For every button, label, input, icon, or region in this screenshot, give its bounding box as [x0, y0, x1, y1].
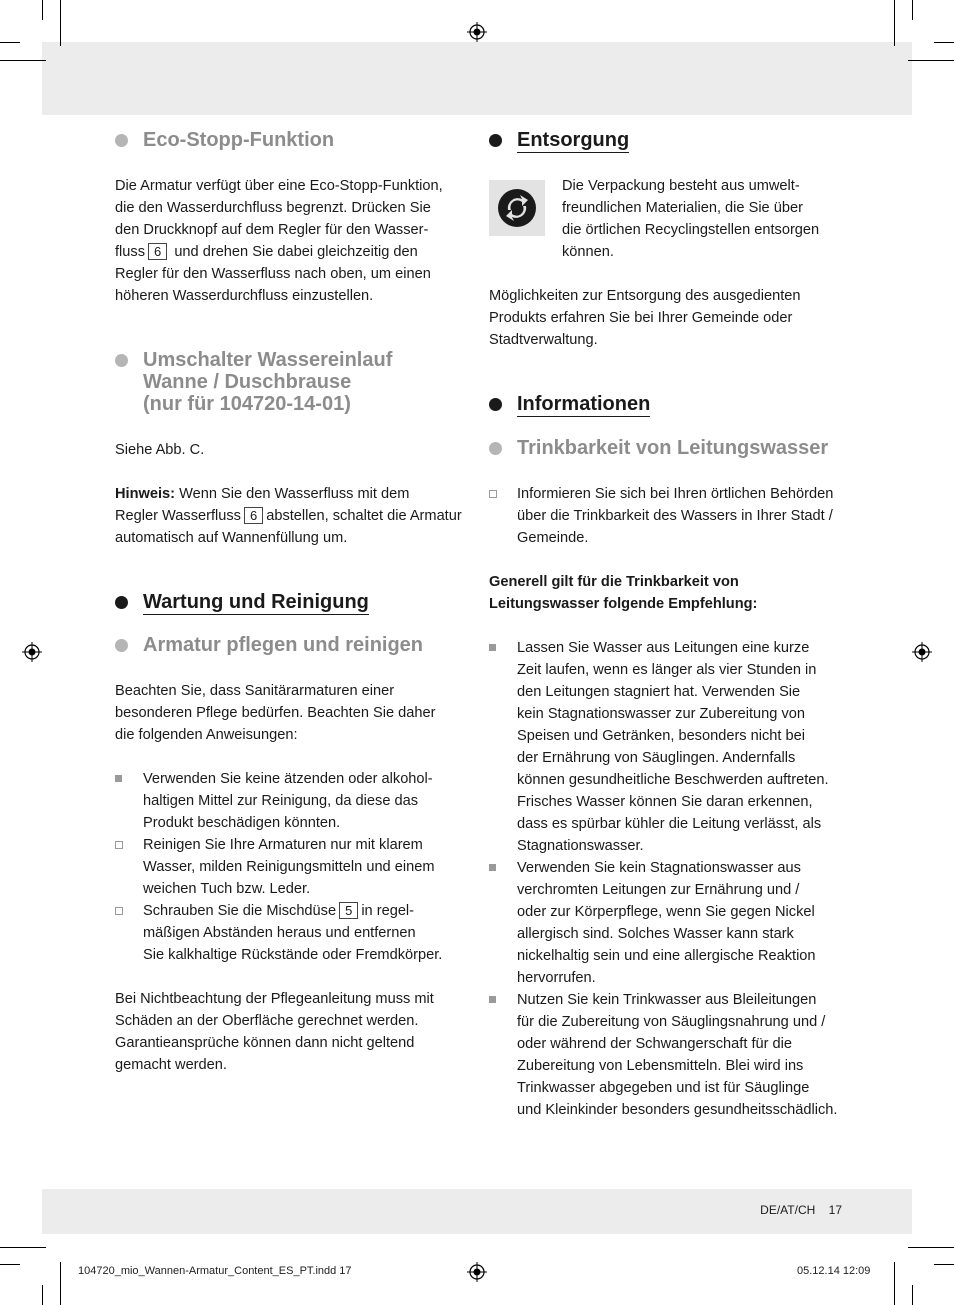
crop-mark [912, 0, 913, 20]
bullet-square-icon [489, 996, 496, 1003]
crop-mark [42, 1285, 43, 1305]
recycling-icon [489, 180, 545, 236]
informationen-heading: Informationen [489, 393, 839, 415]
left-column [115, 129, 465, 1076]
entsorgung-options: Möglichkeiten zur Entsorgung des ausgedienten Produkts erfahren Sie bei Ihrer Gemeinde oder Stadtverwaltung. [489, 288, 801, 348]
part-number-box: 5 [339, 902, 358, 919]
checkbox-square-icon [115, 841, 123, 849]
print-date-slug: 05.12.14 12:09 [797, 1265, 871, 1277]
checkbox-square-icon [115, 907, 123, 915]
entsorgung-text: Die Verpackung besteht aus umwelt- freundlichen Materialien, die Sie über die örtlichen Recyclingstellen entsorgen können. [562, 178, 820, 260]
entsorgung-heading: Entsorgung [489, 129, 839, 151]
crop-mark [908, 1247, 954, 1248]
crop-mark [908, 60, 954, 61]
eco-text: Die Armatur verfügt über eine Eco-Stopp-Funktion, die den Wasserdurchfluss begrenzt. Drücken Sie den Druckknopf auf dem Regler für den Wasser- fluss 6 und drehen Sie dabei gleichzeitig den Regler für den Wasserfluss nach oben, um einen höheren Wasserdurchfluss einzustellen. [115, 178, 443, 304]
armatur-subheading: Armatur pflegen und reinigen [115, 634, 465, 656]
bullet-square-icon [489, 864, 496, 871]
list-item: Reinigen Sie Ihre Armaturen nur mit klarem Wasser, milden Reinigungsmitteln und einem weichen Tuch bzw. Leder. [115, 834, 465, 900]
info-list [489, 483, 839, 549]
crop-mark [894, 0, 895, 46]
header-band [42, 42, 912, 115]
list-item: Lassen Sie Wasser aus Leitungen eine kurze Zeit laufen, wenn es länger als vier Stunden in den Leitungen stagniert hat. Verwenden Sie kein Stagnationswasser zur Zubereitung von Speisen und Getränken, besonders nicht bei der Ernährung von Säuglingen. Andernfalls können gesundheitliche Beschwerden auftreten. Frisches Wasser können Sie daran erkennen, dass es spürbar kühler die Leitung verlässt, als Stagnationswasser. [489, 637, 839, 857]
siehe-text: Siehe Abb. C. [115, 442, 205, 458]
crop-mark [42, 0, 43, 20]
page-footer-label: DE/AT/CH 17 [760, 1203, 842, 1217]
umschalter-heading: Umschalter Wassereinlauf Wanne / Duschbrause (nur für 104720-14-01) [115, 349, 465, 415]
registration-mark-icon [467, 1262, 487, 1282]
crop-mark [0, 42, 20, 43]
eco-heading: Eco-Stopp-Funktion [115, 129, 465, 151]
right-column [489, 129, 839, 151]
wartung-heading: Wartung und Reinigung [115, 591, 465, 613]
bullet-square-icon [115, 775, 122, 782]
registration-mark-icon [22, 642, 42, 662]
checkbox-square-icon [489, 490, 497, 498]
wartung-note: Bei Nichtbeachtung der Pflegeanleitung muss mit Schäden an der Oberfläche gerechnet werden. Garantieansprüche können dann nicht geltend gemacht werden. [115, 991, 434, 1073]
part-number-box: 6 [244, 507, 263, 524]
crop-mark [60, 1262, 61, 1305]
list-item: Nutzen Sie kein Trinkwasser aus Bleileitungen für die Zubereitung von Säuglingsnahrung und / oder während der Schwangerschaft für die Zubereitung von Lebensmitteln. Blei wird ins Trinkwasser abgegeben und ist für Säuglinge und Kleinkinder besonders gesundheitsschädlich. [489, 989, 839, 1121]
crop-mark [934, 1264, 954, 1265]
list-item: Informieren Sie sich bei Ihren örtlichen Behörden über die Trinkbarkeit des Wassers in Ihrer Stadt / Gemeinde. [489, 483, 839, 549]
list-item: Verwenden Sie keine ätzenden oder alkohol- haltigen Mittel zur Reinigung, da diese das Produkt beschädigen könnten. [115, 768, 465, 834]
crop-mark [0, 1264, 20, 1265]
bullet-square-icon [489, 644, 496, 651]
hinweis-text: Hinweis: Wenn Sie den Wasserfluss mit dem Regler Wasserfluss 6 abstellen, schaltet die Armatur automatisch auf Wannenfüllung um. [115, 486, 462, 546]
registration-mark-icon [467, 22, 487, 42]
wartung-intro: Beachten Sie, dass Sanitärarmaturen einer besonderen Pflege bedürfen. Beachten Sie daher die folgenden Anweisungen: [115, 683, 436, 743]
recommendation-list [489, 637, 839, 1121]
recommendation-heading: Generell gilt für die Trinkbarkeit von Leitungswasser folgende Empfehlung: [489, 574, 758, 612]
crop-mark [0, 1247, 46, 1248]
crop-mark [934, 42, 954, 43]
file-name-slug: 104720_mio_Wannen-Armatur_Content_ES_PT.indd 17 [78, 1265, 352, 1277]
wartung-list [115, 768, 465, 966]
registration-mark-icon [912, 642, 932, 662]
crop-mark [0, 60, 46, 61]
list-item: Verwenden Sie kein Stagnationswasser aus verchromten Leitungen zur Ernährung und / oder zur Körperpflege, wenn Sie gegen Nickel allergisch sind. Solches Wasser kann stark nickelhaltig sein und eine allergische Reaktion hervorrufen. [489, 857, 839, 989]
crop-mark [912, 1285, 913, 1305]
list-item: Schrauben Sie die Mischdüse 5 in regel- mäßigen Abständen heraus und entfernen Sie kalkhaltige Rückstände oder Fremdkörper. [115, 900, 465, 966]
right-column-lower [489, 285, 839, 1121]
crop-mark [894, 1262, 895, 1305]
crop-mark [60, 0, 61, 46]
trinkbarkeit-subheading: Trinkbarkeit von Leitungswasser [489, 437, 839, 459]
part-number-box: 6 [148, 243, 167, 260]
